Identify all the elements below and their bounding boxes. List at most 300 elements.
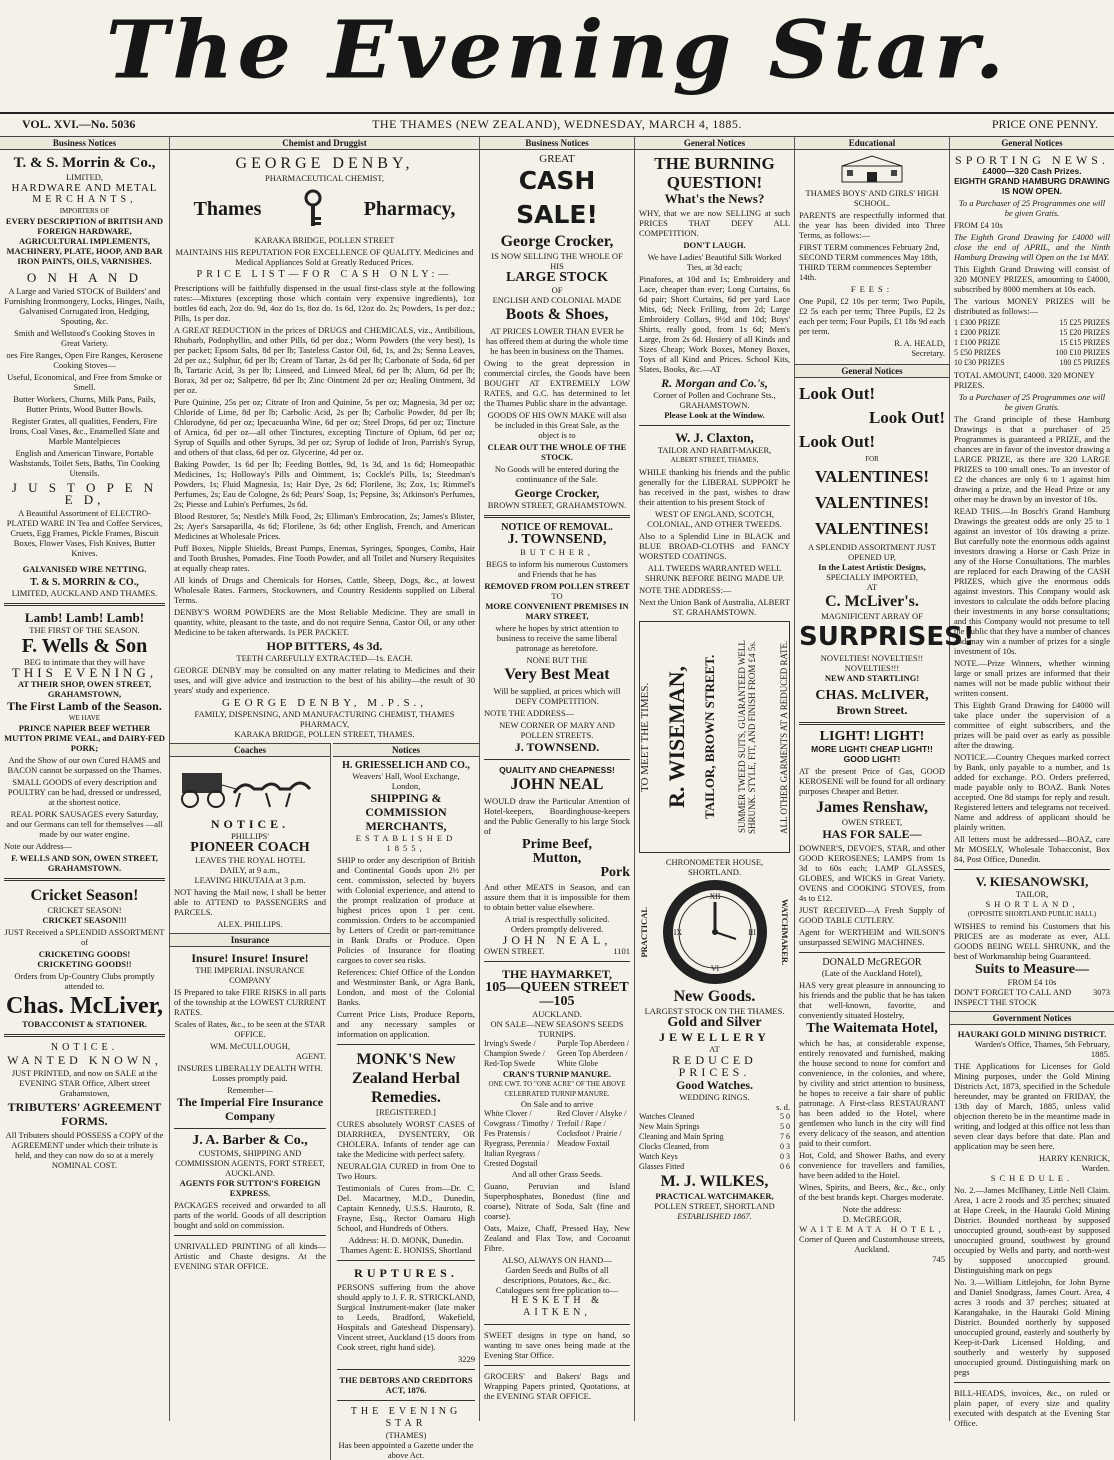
wilkes: M. J. WILKES, — [660, 1173, 769, 1190]
cricket-line: CRICKET SEASON!!! — [42, 915, 127, 925]
on-sale: ON SALE—NEW SEASON'S SEEDS — [490, 1019, 624, 1029]
mcliver: C. McLiver's. — [825, 593, 919, 610]
schedule: SCHEDULE. — [990, 1173, 1074, 1183]
wells-address-label: Note our Address— — [4, 841, 72, 851]
lamb-subtitle: THE FIRST OF THE SEASON. — [29, 625, 140, 635]
wells-have: WE HAVE — [68, 714, 101, 722]
waitemata-hot: Hot, Cold, and Shower Baths, and every convenience for travellers and families, have been added to the Hotel. — [799, 1150, 945, 1180]
prize-row: 1 £300 PRIZE 15 £25 PRIZES — [954, 318, 1110, 327]
price-row: Clocks Cleaned, from 0 3 — [639, 1142, 790, 1151]
claxton-west: WEST OF ENGLAND, SCOTCH, COLONIAL, AND OTHER TWEEDS. — [647, 509, 782, 529]
on-sale-2: On Sale and to arrive — [520, 1099, 594, 1109]
boots-shoes: Boots & Shoes, — [505, 306, 609, 323]
burning-question: THE BURNING QUESTION! — [654, 154, 775, 192]
school-building-icon — [837, 154, 907, 184]
insure-title: Insure! Insure! Insure! — [191, 951, 309, 965]
on-hand: O N H A N D — [26, 270, 143, 285]
suits-from: FROM £4 10s — [1007, 977, 1057, 987]
barber-agents: AGENTS FOR SUTTON'S FOREIGN EXPRESS. — [179, 1178, 321, 1198]
mcgregor-signature: D. McGREGOR, — [842, 1214, 902, 1224]
townsend-corner: NEW CORNER OF MARY AND POLLEN STREETS. — [499, 720, 615, 740]
wells-text: BEG to intimate that they will have — [24, 657, 145, 667]
svg-text:VI: VI — [710, 964, 719, 973]
section-header: General Notices — [635, 136, 794, 150]
tributers-title: TRIBUTERS' AGREEMENT FORMS. — [7, 1100, 162, 1128]
section-header: General Notices — [950, 136, 1114, 150]
notice-cheques: NOTICE.—Country Cheques marked correct by Bank, only payable to a number, and 1s added for exchange. P.O. Orders preferred, made payable only to BOAZ. Bank Notes accepted. One 8d stamps for reply and result. Registered letters and telegrams not received. Name and address of applicant should be plainly written. — [954, 752, 1110, 832]
supplied: Will be supplied, at prices which will DEFY COMPETITION. — [493, 686, 621, 706]
claxton-union: Next the Union Bank of Australia, ALBERT ST. GRAHAMSTOWN. — [639, 597, 790, 617]
read-this: READ THIS.—In Bosch's Grand Hamburg Drawings the greatest odds are only 25 to 1 against an investor of 10s drawing a prize. But carefully note the enormous odds against investors drawing a Horse or Cash Prize in any of the Horse Consultations. The marbles are replaced for each Drawing of the CASH PRIZES, which give the enormous odds against investors. This Company would ask investors to calculate the odds before placing their investments in any horse consultations; and this Company would not presume to tell the public that they have a number of chances and may win a number of prizes for a single investment of 10s. — [954, 506, 1110, 656]
daily: DAILY, at 9 a.m., — [219, 865, 281, 875]
chronometer-house: CHRONOMETER HOUSE, — [665, 857, 764, 867]
morgan: R. Morgan and Co.'s, — [661, 376, 768, 390]
townsend-removed: REMOVED FROM POLLEN STREET — [484, 581, 630, 591]
look-out-3: Look Out! — [799, 432, 876, 451]
turnips: TURNIPS. — [538, 1029, 576, 1039]
just-opened: J U S T O P E N E D, — [11, 480, 158, 507]
barber-body: PACKAGES received and orwarded to all parts of the world. Goods of all description bought and sold on commission. — [174, 1200, 326, 1230]
this-eighth-2: This Eighth Grand Drawing for £4000 will take place under the supervision of a committee of eight subscribers, and the prizes will be paid over as early as possible after the drawing. — [954, 700, 1110, 750]
barber-title: J. A. Barber & Co., — [192, 1133, 308, 1148]
prize-row: 5 £50 PRIZES 100 £10 PRIZES — [954, 348, 1110, 357]
wells-evening: THIS EVENING, — [11, 665, 158, 680]
renshaw-owen: OWEN STREET, — [841, 817, 903, 827]
jewellery: JEWELLERY — [659, 1030, 770, 1044]
stock-text: Butter Workers, Churns, Milk Pans, Pails, Butter Prints, Wood Butter Bowls. — [13, 394, 156, 414]
watchmaker-vert: WATCHMAKER. — [780, 898, 790, 966]
claxton: W. J. Claxton, — [675, 430, 754, 445]
wells-signature: F. WELLS AND SON, OWEN STREET, GRAHAMSTOWN. — [11, 853, 158, 873]
section-header: Coaches — [170, 743, 330, 757]
auckland: AUCKLAND. — [532, 1009, 582, 1019]
gold-silver: Gold and Silver — [667, 1015, 762, 1030]
crocker-clear: CLEAR OUT THE WHOLE OF THE STOCK. — [487, 442, 627, 462]
denby-body: Baking Powder, 1s 6d per lb; Feeding Bottles, 9d, 1s 3d, and 1s 6d; Homeopathic Medicines, 1s; Holloway's Pills and Ointment, 1s; Cockle's Pills, 1s; Steedman's Powders, 1s; Fluid Magnesia, 1s; Hair Dye, 2s 6d; Florilene, 3s; Zox, 1s; Rimmel's Perfumes, 2s; Eau de Cologne, 2s 6d; Pears' Soap, 1s; Pepsine, 3s; Atkinson's Perfumes, 2s; Piesse and Lubin's Perfumes, 2s 6d. — [174, 459, 475, 509]
school-fees-heading: FEES: — [850, 284, 894, 294]
removal-notice: NOTICE OF REMOVAL. — [501, 522, 613, 533]
grass-left: White Clover / Cowgrass / Timothy / Fes Pratensis / Ryegrass, Perennia / Italian Ryegrass / Crested Dogstail — [484, 1109, 554, 1168]
teeth: TEETH CAREFULLY EXTRACTED—1s. EACH. — [236, 653, 413, 663]
wells-first-lamb: The First Lamb of the Season. — [7, 699, 162, 713]
leaves: LEAVES THE ROYAL HOTEL — [194, 855, 306, 865]
section-header: Business Notices — [480, 136, 634, 150]
vert-address: TAILOR, BROWN STREET. — [701, 654, 717, 820]
of: OF — [551, 285, 563, 295]
wilkes-established: ESTABLISHED 1867. — [677, 1211, 752, 1221]
look-out-2: Look Out! — [868, 408, 945, 427]
vert-other: ALL OTHER GARMENTS AT A REDUCED RATE. — [779, 640, 789, 834]
townsend-hopes: where he hopes by strict attention to business to receive the same liberal patronage as heretofore. — [495, 623, 619, 653]
neal-signature: JOHN NEAL, — [502, 933, 612, 947]
section-header: Educational — [795, 136, 949, 150]
schedule-item: No. 3.—William Littlejohn, for John Byrne and Daniel Snodgrass, James Court. Area, 4 acres 3 roods and 37 perches; situated at Karangahake, in the Hauraki Gold Mining District. Bounded northerly by supposed unoccupied ground, easterly and southerly by Keep-it-Dark Licensed Holding, and southerly and westerly by supposed unoccupied ground. Distinguishing mark on pegs — [954, 1277, 1110, 1377]
denby-body: Pure Quinine, 25s per oz; Citrate of Iron and Quinine, 5s per oz; Magnesia, 3d per oz; Chloride of Lime, 8d per lb; Carbolic Acid, 2s per lb; Carbolic Powder, 8d per lb; Chlorodyne, 6d per oz; Ipecacuanha Wine, 6d per oz; Steel Drops, 6d per oz; Tincture of Arnica, 6d per oz—all other Tinctures, excepting Tincture of Opium, 6d per oz; Syrup of Squills and other Syrups, 3d per oz; Syrup of Iodide of Iron, Parrish's Syrup, and others of that class, 6d per oz. Glycerine, 4d per oz. — [174, 397, 475, 457]
volume-number: VOL. XVI.—No. 5036 — [22, 117, 136, 131]
clock-face-icon — [660, 877, 770, 987]
epns-text: A Beautiful Assortment of ELECTRO-PLATED WARE IN Tea and Coffee Services, Cruets, Egg Frames, Pickle Frames, Biscuit Boxes, Flower Vases, Fish Knives, Butter Knives. — [6, 508, 163, 558]
wells-list: PRINCE NAPIER BEEF WETHER MUTTON PRIME VEAL, and DAIRY-FED PORK; — [4, 723, 165, 753]
morrin-signature-2: LIMITED, AUCKLAND AND THAMES. — [11, 588, 158, 598]
more-light: MORE LIGHT! CHEAP LIGHT!! GOOD LIGHT! — [811, 744, 933, 764]
suits: Suits to Measure— — [974, 962, 1090, 977]
grand-principle: The Grand principle of these Hamburg Drawings is that a purchaser of 25 Programmes is guaranteed a PRIZE, and the chances are in favor of the investor drawing a LARGE PRIZE, as there are 320 LARGE PRIZES to 100 small ones. To an investor of £2 the chances are only 6 to 1 against him drawing a prize, and the Head Prize or any other may be drawn by an investor of 10s. — [954, 414, 1110, 504]
garden: Garden Seeds and Bulbs of all descriptions, Potatoes, &c., &c. — [503, 1265, 611, 1285]
notice-heading: NOTICE. — [50, 1042, 119, 1053]
hauraki: HAURAKI GOLD MINING DISTRICT. — [957, 1029, 1107, 1039]
galv-netting: GALVANISED WIRE NETTING. — [22, 564, 147, 574]
heald: R. A. HEALD, — [894, 338, 945, 348]
svg-text:IX: IX — [673, 928, 682, 937]
renshaw-agent: Agent for WERTHEIM and WILSON'S unsurpassed SEWING MACHINES. — [799, 927, 945, 947]
note-prize: NOTE.—Prize Winners, whether winning large or small prizes are informed that their names will not be made public without their written consent. — [954, 658, 1110, 698]
morrin-title: T. & S. Morrin & Co., — [13, 155, 156, 171]
price-row: New Main Springs 5 0 — [639, 1122, 790, 1131]
wells-shop: AT THEIR SHOP, OWEN STREET, GRAHAMSTOWN, — [17, 679, 152, 699]
crocker-no-goods: No Goods will be entered during the continuance of the Sale. — [494, 464, 620, 484]
column-6 — [950, 136, 1114, 1428]
denby-address: KARAKA BRIDGE, POLLEN STREET — [254, 235, 395, 245]
denby-name: GEORGE DENBY, — [235, 155, 414, 172]
townsend-signature: J. TOWNSEND. — [514, 740, 600, 754]
latest-designs: In the Latest Artistic Designs, — [818, 562, 926, 572]
crocker-address: BROWN STREET, GRAHAMSTOWN. — [487, 500, 627, 510]
insurance-agent: AGENT. — [295, 1051, 326, 1061]
repair-rows — [639, 1112, 790, 1172]
not-having: NOT having the Mail now, I shall be better able to ATTEND to PASSENGERS and PARCELS. — [174, 887, 326, 917]
specially-imported: SPECIALLY IMPORTED, — [826, 572, 918, 582]
section-header: Insurance — [170, 933, 330, 947]
school-terms: FIRST TERM commences February 2nd, SECOND TERM commences May 18th, THIRD TERM commences September 14th. — [799, 242, 940, 282]
purchaser: To a Purchaser of 25 Programmes one will be given Gratis. — [958, 198, 1106, 218]
look-out-1: Look Out! — [799, 384, 876, 403]
cran-sub: ONE CWT. TO "ONE ACRE" OF THE ABOVE CELEBRATED TURNIP MANURE. — [488, 1080, 626, 1098]
wells-text: And the Show of our own Cured HAMS and BACON cannot be surpassed on the Thames. — [7, 755, 162, 775]
thames-word: Thames — [193, 197, 262, 220]
stock-text: Useful, Economical, and Free from Smoke or Smell. — [7, 372, 162, 392]
drapery-list: Pinafores, at 10d and 1s; Embroidery and Lace, cheaper than ever; Long Curtains, 6s 6d pair; Short Curtains, 6d per yard Lace Mits, 6d; Neck Frilling, from 2d; Large Embroidery Collars, 9½d and 10d; Boys' Shirts, really good, from 1s 6d; Men's Large, from 2s 6d. Hosiery of all Kinds and Sizes Cheap; Work Boxes, Money Boxes, Toys of all Kind and Prices. School Kits, Slates, Books, &c.—AT — [639, 274, 790, 374]
ad-number: 3073 — [1093, 987, 1110, 997]
wilkes-address: POLLEN STREET, SHORTLAND — [654, 1201, 775, 1211]
bill-heads: BILL-HEADS, invoices, &c., on ruled or plain paper, of every size and quality executed with despatch at the Evening Star Office. — [954, 1388, 1110, 1428]
neal-meats: And other MEATS in Season, and can assure them that it is impossible for them to obtain better value elsewhere. — [484, 882, 630, 912]
stock-text: Register Grates, all qualities, Fenders, Fire Irons, Coal Vases, &c., Enamelled Slate and Marble Mantelpieces — [9, 416, 160, 446]
kies-address: SHORTLAND, — [985, 899, 1079, 909]
warden: Warden. — [1081, 1163, 1110, 1173]
also: ALSO, ALWAYS ON HAND— — [502, 1255, 612, 1265]
beef: Prime Beef, — [522, 837, 592, 852]
prize-row: 1 £200 PRIZE 15 £20 PRIZES — [954, 328, 1110, 337]
claxton-splendid: Also to a Splendid Line in BLACK and BLUE BROAD-CLOTHS and FANCY WORSTED COATINGS. — [639, 531, 790, 561]
neal-address: OWEN STREET. — [484, 946, 545, 956]
wells-title: F. Wells & Son — [21, 635, 148, 657]
column-3 — [480, 136, 635, 1421]
section-header: General Notices — [795, 364, 949, 378]
waitemata: The Waitemata Hotel, — [806, 1021, 938, 1036]
columns — [0, 136, 1114, 1460]
cricket-goods: CRICKETING GOODS!! — [37, 959, 132, 969]
section-header: Government Notices — [950, 1011, 1114, 1025]
crocker-prices: AT PRICES LOWER THAN EVER he has offered them at during the whole time he has been in business on the Thames. — [485, 326, 629, 356]
section-header: Notices — [333, 743, 479, 757]
tributers-body: All Tributers should POSSESS a COPY of the AGREEMENT under which their tribute is held, and they can now do so at a merely NOMINAL COST. — [5, 1130, 164, 1170]
denby-body: Blood Restorer, 5s; Nestle's Milk Food, 2s; Elliman's Embrocation, 2s; James's Blister, 2s; Ayer's Sarsaparilla, 4s 6d; Florilene, 3s 6d; other English, French, and American Medicines at Wholesale Prices. — [174, 511, 475, 541]
wells-text: SMALL GOODS of every description and POULTRY can be had, dressed or undressed, at the shortest notice. — [7, 777, 162, 807]
has-for-sale: HAS FOR SALE— — [822, 827, 922, 841]
column-4 — [635, 136, 795, 1421]
claxton-tailor: TAILOR AND HABIT-MAKER, — [657, 445, 772, 455]
chas-mcliver: CHAS. McLIVER, — [815, 688, 929, 703]
eighth-hamburg: EIGHTH GRAND HAMBURG DRAWING IS NOW OPEN. — [954, 176, 1110, 196]
new-goods: New Goods. — [673, 988, 756, 1005]
kiesanowski: V. KIESANOWSKI, — [975, 874, 1089, 889]
vert-suits: SUMMER TWEED SUITS, GUARANTEED WELL SHRUNK. STYLE, FIT, AND FINISH FROM £4 5s. — [736, 640, 757, 834]
practical-vert: PRACTICAL — [639, 906, 649, 958]
vert-name: R. WISEMAN, — [664, 666, 690, 809]
neal-name: JOHN NEAL — [510, 776, 604, 793]
denby-body: A GREAT REDUCTION in the prices of DRUGS and CHEMICALS, viz., Antibilious, Rhubarb, Podophyllin, and other Pills, 6d per doz.; Worm Powders (the very best), 1s per packet; Epsom Salts, 8d per lb; Tasteless Castor Oil, 6d, 1s, and 2s; Senna Leaves, 2d per oz.; Sulphur, 6d per lb; Cream of Tartar, 2s 6d per lb; Carbonate of Soda, 6d per lb, Tartaric Acid, 3s per lb; Linseed, and Linseed Meal, 6d per lb; Alum, 6d per lb; Borax, 3d per oz; Saltpetre, 8d per lb; Zinc Ointment 2d per oz; Healing Ointment, 3d per oz. — [174, 325, 475, 395]
secretary: Secretary. — [911, 348, 945, 358]
renshaw: James Renshaw, — [815, 799, 928, 816]
townsend-premises: MORE CONVENIENT PREMISES IN MARY STREET, — [485, 601, 629, 621]
denby-signature: GEORGE DENBY, M.P.S., — [221, 697, 428, 709]
waitemata-corner: Corner of Queen and Customhouse streets, Auckland. — [799, 1234, 945, 1254]
butcher: BUTCHER, — [520, 547, 594, 557]
note-address: Note the address: — [842, 1204, 902, 1214]
waitemata-which: which he has, at considerable expense, entirely renovated and furnished, making the house second to none for comfort and convenience, in the colonies, and where, by civility and strict attention to business, he hopes to receive a fair share of public patronage. A First-class RESTAURANT has been added to the Hotel, where gentlemen who lunch in the city will find every delicacy of the season, and attention paid to their comfort. — [799, 1038, 945, 1148]
magnificent: MAGNIFICENT ARRAY OF — [821, 611, 923, 621]
waitemata-wines: Wines, Spirits, and Beers, &c., &c., only of the best brands kept. Charges moderate. — [799, 1182, 945, 1202]
novelties-2: NOVELTIES!!! — [844, 663, 900, 673]
denby-body: All kinds of Drugs and Chemicals for Horses, Cattle, Sheep, Dogs, &c., at lowest Wholesale Rates. Farmers, Stockowners, and Country Residents supplied on Liberal Terms. — [174, 575, 475, 605]
sd-head: s. d. — [776, 1102, 790, 1112]
insurance-losses: INSURES LIBERALLY DEALTH WITH. Losses promptly paid. — [177, 1063, 323, 1083]
cricket-line: CRICKET SEASON! — [47, 905, 122, 915]
denby-body: Puff Boxes, Nipple Shields, Breast Pumps, Enemas, Syringes, Sponges, Combs, Hair and Tooth Brushes, Pomades. Fine Tooth Powder, and all Toilet and Nursery Requisites at equally cheap rates. — [174, 543, 475, 573]
light: LIGHT! LIGHT! — [819, 729, 925, 744]
wiseman-vertical-ad — [639, 621, 790, 853]
mcgregor-has: HAS very great pleasure in announcing to his friends and the public that he has taken that well-known, favorite, and conveniently situated Hostelry, — [799, 980, 945, 1020]
neal-would: WOULD draw the Particular Attention of Hotel-keepers, Boardinghouse-keepers and the Public Generally to his large Stock of — [484, 796, 630, 836]
ad-number: 745 — [932, 1254, 945, 1264]
cash-prizes: £4000—320 Cash Prizes. — [982, 166, 1082, 176]
seeds-right: Purple Top Aberdeen / Green Top Aberdeen / White Globe — [557, 1039, 629, 1068]
mcgregor: DONALD McGREGOR — [822, 957, 922, 968]
best-meat: Very Best Meat — [504, 666, 610, 683]
wardens-office: Warden's Office, Thames, 5th February, 1885. — [974, 1039, 1110, 1059]
catalogue: Catalogues sent free pplication to— — [495, 1285, 619, 1295]
reduced-prices: REDUCED PRICES. — [672, 1053, 757, 1079]
denby-consult: GEORGE DENBY may be consulted on any matter relating to Medicines and their uses, and will give advice and instruction to the best of his ability—the result of 30 years' study and experience. — [174, 665, 475, 695]
neal-orders: Orders promptly delivered. — [510, 924, 604, 934]
morrin-heading: HARDWARE AND METAL — [11, 182, 158, 194]
renshaw-received: JUST RECEIVED—A Fresh Supply of GOOD TABLE CUTLERY. — [799, 905, 945, 925]
unrivalled-printing: UNRIVALLED PRINTING of all kinds—Artistic and Chaste designs. At the EVENING STAR OFFICE. — [174, 1241, 326, 1271]
masthead — [0, 0, 1114, 112]
townsend-name: J. TOWNSEND, — [507, 532, 607, 547]
price-row: Watch Keys 0 3 — [639, 1152, 790, 1161]
pharmacy-word: Pharmacy, — [363, 197, 456, 220]
largest-stock: LARGEST STOCK ON THE THAMES. — [644, 1006, 785, 1016]
lamb-title: Lamb! Lamb! Lamb! — [24, 610, 145, 625]
prize-row: 10 £30 PRIZES 180 £5 PRIZES — [954, 358, 1110, 367]
cash-sale: CASH SALE! — [516, 166, 598, 229]
at: AT — [709, 1044, 720, 1054]
claxton-note: NOTE THE ADDRESS:— — [639, 585, 732, 595]
insurance-company: THE IMPERIAL INSURANCE COMPANY — [195, 965, 305, 985]
mcgregor-late: (Late of the Auckland Hotel), — [821, 968, 923, 978]
novelties: NOVELTIES! NOVELTIES!! — [820, 653, 924, 663]
pork: Pork — [600, 865, 630, 880]
none-but: NONE BUT THE — [526, 655, 588, 665]
large-stock: LARGE STOCK — [505, 270, 609, 285]
morgan-corner: Corner of Pollen and Cochrane Sts., GRAHAMSTOWN. — [653, 390, 776, 410]
denby-title: PHARMACEUTICAL CHEMIST, — [264, 173, 384, 183]
schedule-item: No. 2.—James McIlhaney, Little Nell Claim. Area, 1 acre 2 roods and 35 perches; situated at Hape Creek, in the Hauraki Gold Mining District. Bounded northeast by supposed unoccupied ground, south-east by supposed unoccupied ground, southwest by ground occupied by Wells and party, and north-west by supposed unoccupied ground. Distinguishing mark on pegs — [954, 1185, 1110, 1275]
insurance-remember: Remember— — [227, 1085, 273, 1095]
key-icon — [301, 189, 325, 229]
various-prizes: The various MONEY PRIZES will be distributed as follows:— — [954, 296, 1110, 316]
letters: All letters must be addressed—BOAZ, care Mr MOSELY, Wholesale Tobacconist, Box 84, Post Office, Dunedin. — [954, 834, 1110, 864]
price-row: Glasses Fitted 0 6 — [639, 1162, 790, 1171]
morrin-body: EVERY DESCRIPTION of BRITISH AND FOREIGN HARDWARE, AGRICULTURAL IMPLEMENTS, MACHINERY, PLATE, HOOP, AND BAR IRON PAINTS, OILS, VARNISHES. — [5, 216, 164, 266]
morrin-importers: IMPORTERS OF — [59, 207, 110, 215]
brown-street: Brown Street. — [836, 703, 908, 717]
prize-row: 1 £100 PRIZE 15 £15 PRIZES — [954, 338, 1110, 347]
good-watches: Good Watches. — [675, 1078, 754, 1092]
cran-manure: CRAN'S TURNIP MANURE. — [502, 1069, 612, 1079]
mcliver-subtitle: TOBACCONIST & STATIONER. — [22, 1019, 147, 1029]
insurance-body: IS Prepared to take FIRE RISKS in all parts of the township at the LOWEST CURRENT RATES. — [174, 987, 326, 1017]
ladies-ties: We have Ladies' Beautiful Silk Worked Ties, at 3d each; — [647, 252, 782, 272]
denby-body: Prescriptions will be faithfully dispensed in the usual first-class style at the following rates:—Mixtures (excepting those which contain very expensive ingredients), 1oz bottles 6d each, 2oz do. 9d, 4oz do 1s, 8oz do. 1s 6d, 12oz do. 2s; Powders, 1s per doz.; Pills, 1s per doz. — [174, 283, 475, 323]
insurance-scales: Scales of Rates, &c., to be seen at the STAR OFFICE. — [174, 1019, 326, 1039]
applications: THE Applications for Licenses for Gold Mining purposes, under the Gold Mining Districts Act, 1873, specified in the Schedule hereunder, may be granted on FRIDAY, the 13th day of March, 1885, unless valid objection thereto be in the meantime made in writing, and lodged at this office not less than seven clear days before that date. Plan and application may be seen here. — [954, 1061, 1110, 1151]
stock-text: oes Fire Ranges, Open Fire Ranges, Kerosene Cooking Stoves— — [6, 350, 163, 370]
vert-line: TO MEET THE TIMES. — [639, 682, 651, 792]
surprises: SURPRISES! — [799, 622, 975, 652]
stock-text: English and American Tinware, Portable Washstands, Toilet Sets, Baths, Tin Cooking Utensils. — [9, 448, 160, 478]
newspaper-title: The Evening Star. — [105, 2, 1009, 97]
leaving: LEAVING HIKUTAIA at 3 p.m. — [194, 875, 306, 885]
and-all: And all other Grass Seeds. — [511, 1169, 603, 1179]
valentines-2: VALENTINES! — [814, 493, 929, 512]
crocker-name-2: George Crocker, — [514, 486, 600, 500]
window: Please Look at the Window. — [664, 410, 765, 420]
kies-tailor: TAILOR, — [1015, 889, 1049, 899]
svg-text:XII: XII — [708, 892, 721, 901]
school-fees: One Pupil, £2 10s per term; Two Pupils, £2 5s each per term; Three Pupils, £2 2s each per term; Four Pupils, £1 18s 9d each per term. — [799, 296, 945, 336]
townsend-begs: BEGS to inform his numerous Customers and Friends that he has — [486, 559, 628, 579]
renshaw-body: DOWNER'S, DEVOE'S, STAR, and other GOOD KEROSENES; LAMPS from 1s 3d to 60s each; LAMP GLASSES, GLOBES, and WICKS in Great Variety. OVENS and COOKING STOVES, from 4s to £12. — [799, 843, 945, 903]
why: WHY, that we are now SELLING at such PRICES THAT DEFY ALL COMPETITION. — [639, 208, 790, 238]
great: GREAT — [539, 153, 575, 165]
imperial-fire: The Imperial Fire Insurance Company — [176, 1095, 324, 1123]
seeds-left: Irving's Swede / Champion Swede / Red-Top Swede — [484, 1039, 545, 1068]
svg-text:III: III — [747, 928, 756, 937]
price-row: Cleaning and Main Spring 7 6 — [639, 1132, 790, 1141]
wishes: WISHES to remind his Customers that his PRICES are as moderate as ever, ALL GOODS BEING WELL SHRUNK, and the best of Workmanship being Guaranteed. — [954, 921, 1110, 961]
morrin-signature: T. & S. MORRIN & CO., — [30, 577, 139, 588]
neal-number: 1101 — [613, 946, 630, 956]
wanted-known: WANTED KNOWN, — [7, 1053, 162, 1067]
hesketh: HESKETH & AITKEN, — [511, 1295, 603, 1318]
oats: Oats, Maize, Chaff, Pressed Hay, New Zealand and Flax Tow, and Cocoanut Fibre. — [484, 1223, 630, 1253]
alex-phillips: ALEX. PHILLIPS. — [217, 919, 283, 929]
opposite: (OPPOSITE SHORTLAND PUBLIC HALL) — [967, 910, 1097, 918]
price: PRICE ONE PENNY. — [991, 117, 1098, 131]
kenrick: HARRY KENRICK, — [1039, 1153, 1110, 1163]
claxton-tweeds: ALL TWEEDS WARRANTED WELL SHRUNK BEFORE BEING MADE UP. — [644, 563, 785, 583]
denby-body: DENBY'S WORM POWDERS are the Most Reliable Medicine. They are small in quantity, white, pleasant to the taste, and do not require Senna, Castor Oil, or any other Medicine to be taken afterwards. 1s PER PACKET. — [174, 607, 475, 637]
wilkes-sub: PRACTICAL WATCHMAKER, — [655, 1191, 774, 1201]
cricket-orders: Orders from Up-Country Clubs promptly attended to. — [14, 971, 155, 991]
haymarket-address: 105—QUEEN STREET—105 — [485, 980, 629, 1009]
english: ENGLISH AND COLONIAL MADE — [492, 295, 622, 305]
to: TO — [551, 591, 563, 601]
pioneer-coach: PIONEER COACH — [190, 840, 310, 855]
sporting-news: SPORTING NEWS. — [955, 153, 1109, 167]
this-eighth: This Eighth Grand Drawing will consist of 320 MONEY PRIZES, amounting to £4000, subscribed by 8000 members at 10s each. — [954, 264, 1110, 294]
sweet: SWEET designs in type on hand, so wanting to save ones being made at the Evening Star Office. — [484, 1330, 630, 1360]
insurance-signature: WM. McCULLOUGH, — [209, 1041, 291, 1051]
kerosene: AT the present Price of Gas, GOOD KEROSENE will be found for all ordinary purposes Cheaper and Better. — [799, 766, 945, 796]
note-address: NOTE THE ADDRESS— — [484, 708, 575, 718]
column-1 — [0, 136, 170, 1421]
barber-subtitle: CUSTOMS, SHIPPING AND COMMISSION AGENTS, FORT STREET, AUCKLAND. — [175, 1148, 325, 1178]
splendid: A SPLENDID ASSORTMENT JUST OPENED UP, — [807, 542, 937, 562]
claxton-address: ALBERT STREET, THAMES, — [670, 456, 759, 464]
cricket-goods: CRICKETING GOODS! — [38, 949, 131, 959]
column-5 — [795, 136, 975, 1421]
coach-illustration — [174, 765, 322, 811]
morrin-limited: LIMITED, — [65, 172, 104, 182]
grocers: GROCERS' and Bakers' Bags and Wrapping Papers printed, Quotations, at the EVENING STAR OFFICE. — [484, 1371, 630, 1401]
dont-forget: DON'T FORGET TO CALL AND INSPECT THE STOCK — [954, 987, 1072, 1007]
guano: Guano, Peruvian and Island Superphosphates, Bonedust (fine and coarse), Nitrate of Soda, Salt (fine and coarse). — [484, 1181, 630, 1221]
valentines-1: VALENTINES! — [814, 467, 929, 486]
mutton: Mutton, — [532, 851, 582, 866]
wells-text: REAL PORK SAUSAGES every Saturday, and our Germans can tell for themselves —all made by our water engine. — [6, 809, 163, 839]
phillips: PHILLIPS' — [231, 831, 269, 841]
wanted-body: JUST PRINTED, and now on SALE at the EVENING STAR Office, Albert street Grahamstown, — [11, 1068, 158, 1098]
price-row: Watches Cleaned 5 0 — [639, 1112, 790, 1121]
section-header: Chemist and Druggist — [170, 136, 479, 150]
at: AT — [866, 582, 878, 592]
wedding-rings: WEDDING RINGS. — [679, 1092, 750, 1102]
dont-laugh: DON'T LAUGH. — [683, 240, 746, 250]
price-list: PRICE LIST—FOR CASH ONLY:— — [196, 269, 453, 280]
coach-notice: NOTICE. — [210, 817, 290, 831]
new-startling: NEW AND STARTLING! — [824, 673, 920, 683]
denby-signature-3: KARAKA BRIDGE, POLLEN STREET, THAMES. — [234, 729, 415, 739]
school-parents: PARENTS are respectfully informed that the year has been divided into Three Terms, as follows:— — [799, 210, 945, 240]
grass-right: Red Clover / Alsyke / Trefoil / Rape / Cocksfoot / Prairie / Meadow Foxtail — [557, 1109, 627, 1148]
column-2: Chemist and Druggist GEORGE DENBY, PHARMACEUTICAL CHEMIST, Thames Pharmacy, KARAKA BRIDGE, POLLEN STREET MAINTAINS HIS REPUTATION FOR EXCELLENCE OF QUALITY. Medicines and Medical Appliances Sold at Greatly Reduced Prices. PRICE LIST—FOR CASH ONLY:— Prescriptions will be faithfully dispensed in the usual first-class style at the following rates:—Mixtures (excepting those which contain very expensive ingredients), 1oz bottles 6d each, 2oz do. 9d, 4oz do 1s, 8oz do. 1s 6d, 12oz do. 2s; Powders, 1s per doz.; Pills, 1s per doz. A GREAT REDUCTION in the prices of DRUGS and CHEMICALS, viz., Antibilious, Rhubarb, Podophyllin, and other Pills, 6d per doz.; Worm Powders (the very best), 1s per packet; Epsom Salts, 8d per lb; Tasteless Castor Oil, 6d, 1s, and 2s; Senna Leaves, 2d per oz.; Sulphur, 6d per lb; Cream of Tartar, 2s 6d per lb; Carbonate of Soda, 6d per lb, Tartaric Acid, 3s per lb; Linseed, and Linseed Meal, 6d per lb; Alum, 6d per lb; Borax, 3d per oz; Saltpetre, 8d per lb; Zinc Ointment 2d per oz; Healing Ointment, 3d per oz. Pure Quinine, 25s per oz; Citrate of Iron and Quinine, 5s per oz; Magnesia, 3d per oz; Chloride of Lime, 8d per lb; Carbolic Acid, 2s per lb; Carbolic Powder, 8d per lb; Chlorodyne, 6d per oz; Ipecacuanha Wine, 6d per oz; Steel Drops, 6d per oz; Tincture of Arnica, 6d per oz—all other Tinctures, excepting Tincture of Opium, 6d per oz; Syrup of Squills and other Syrups, 3d per oz; Syrup of Iodide of Iron, Parrish's Syrup, and others of that class, 6d per oz. Glycerine, 4d per oz. Baking Powder, 1s 6d per lb; Feeding Bottles, 9d, 1s 3d, and 1s 6d; Homeopathic Medicines, 1s; Holloway's Pills and Ointment, 1s; Cockle's Pills, 1s; Steedman's Powders, 1s; Fluid Magnesia, 1s; Hair Dye, 2s 6d; Florilene, 3s; Zox, 1s; Rimmel's Perfumes, 2s; Eau de Cologne, 2s 6d; Pears' Soap, 1s; Pepsine, 3s; Atkinson's Perfumes, 2s; Piesse and Lubin's Perfumes, 2s 6d. Blood Restorer, 5s; Nestle's Milk Food, 2s; Elliman's Embrocation, 2s; James's Blister, 2s; Ayer's Sarsaparilla, 4s 6d; Florilene, 3s 6d; other English, French, and American Medicines at Wholesale Prices. Puff Boxes, Nipple Shields, Breast Pumps, Enemas, Syringes, Sponges, Combs, Hair and Tooth Brushes, Pomades. Fine Tooth Powder, and all Toilet and Nursery Requisites at equally cheap rates. All kinds of Drugs and Chemicals for Horses, Cattle, Sheep, Dogs, &c., at lowest Wholesale Rates. Farmers, Stockowners, and Country Residents supplied on Liberal Terms. DENBY'S WORM POWDERS are the Most Reliable Medicine. They are small in quantity, white, pleasant to the taste, and do not require Senna, Castor Oil, or any other Medicine to be taken afterwards. 1s PER PACKET. HOP BITTERS, 4s 3d. TEETH CAREFULLY EXTRACTED—1s. EACH. GEORGE DENBY may be consulted on any matter relating to Medicines and their uses, and will give advice and instruction to the best of his ability—the result of 30 years' study and experience. GEORGE DENBY, M.P.S., FAMILY, DISPENSING, AND MANUFACTURING CHEMIST, THAMES PHARMACY, KARAKA BRIDGE, POLLEN STREET, THAMES. Coaches NOTICE. PHILLIPS' PIONEER COACH LEAVES THE ROYAL HOTEL DAILY, at 9 a.m., LEAVING HIKUTAIA at 3 p.m. NOT having the Mail now, I shall be better able to ATTEND to PASSENGERS and PARCELS. ALEX. PHILLIPS. Insurance Insure! Insure! Insure! THE IMPERIAL INSURANCE COMPANY IS Prepared to take FIRE RISKS in all parts of the township at the LOWEST CURRENT RATES. Scales of Rates, &c., to be seen at the STAR OFFICE. WM. McCULLOUGH, AGENT. INSURES LIBERALLY DEALTH WITH. Losses promptly paid. Remember— The Imperial Fire Insurance Company J. A. Barber & Co., CUSTOMS, SHIPPING AND COMMISSION AGENTS, FORT STREET, AUCKLAND. AGENTS FOR SUTTON'S FOREIGN EXPRESS. PACKAGES received and orwarded to all parts of the world. Goods of all description bought and sold on commission. UNRIVALLED PRINTING of all kinds—Artistic and Chaste designs. At the EVENING STAR OFFICE. Notices H. GRIESSELICH AND CO., Weavers' Hall, Wool Exchange, London, SHIPPING & COMMISSION MERCHANTS, ESTABLISHED 1855, SHIP to order any description of British and Continental Goods upon 2½ per cent. commission, selected by buyers with Colonial experience, and attend to the prompt realization of produce at highest prices upon 1 per cent. commission. Orders to be accompanied by Letters of Credit or part-remittance in Bank Drafts or Produce. Open Policies of Insurance for floating cargoes to cover sea risks. References: Chief Office of the London and Westminster Bank, or Agra Bank, London, and most of the Colonial Banks. Current Price Lists, Produce Reports, and any necessary samples or information on application. MONK'S New Zealand Herbal Remedies. [REGISTERED.] CURES absolutely WORST CASES of DIARRHŒA, DYSENTERY, OR CHOLERA. Infants of tender age can take the Medicine with perfect safety. NEURALGIA CURED in from One to Two Hours. Testimonials of Cures from—Dr. C. Del. Macartney, M.D., Dunedin, Captain Kennedy, U.S.S. Hauroto, R. Frayne, Esq., Rector Oamaru High School, and Hundreds of Others. Address: H. D. MONK, Dunedin. Thames Agent: E. HONISS, Shortland RUPTURES. PERSONS suffering from the above should apply to J. F. R. STRICKLAND, Surgical Instrument-maker (late maker to Leeds, Bradford, Wakefield, Hospitals and Gateshead Dispensary). Vincent street, Auckland (15 doors from Cook street, right hand side). 3229 THE DEBTORS AND CREDITORS ACT, 1876. THE EVENING STAR (THAMES) Has been appointed a Gazette under the above Act. — [170, 136, 480, 1421]
mcliver-title: Chas. McLiver, — [5, 993, 164, 1019]
hop-bitters: HOP BITTERS, 4s 3d. — [266, 639, 383, 653]
valentines-3: VALENTINES! — [814, 519, 929, 538]
selling: IS NOW SELLING THE WHOLE OF HIS — [491, 251, 623, 271]
prize-table — [954, 318, 1110, 368]
for: FOR — [865, 455, 879, 463]
stock-text: A Large and Varied STOCK of Builders' and Furnishing Ironmongery, Locks, Hinges, Nails, Galvanised Corrugated Iron, Hedging, Spouting, &c. — [4, 286, 165, 326]
stock-text: Smith and Wellstood's Cooking Stoves in Great Variety. — [14, 328, 155, 348]
claxton-while: WHILE thanking his friends and the public generally for the LIBERAL SUPPORT he has received in the past, wishes to draw their attention to his present Stock of — [639, 467, 790, 507]
quality-cheapness: QUALITY AND CHEAPNESS! — [499, 765, 615, 775]
cricket-title: Cricket Season! — [30, 887, 139, 904]
dateline — [0, 112, 1114, 138]
